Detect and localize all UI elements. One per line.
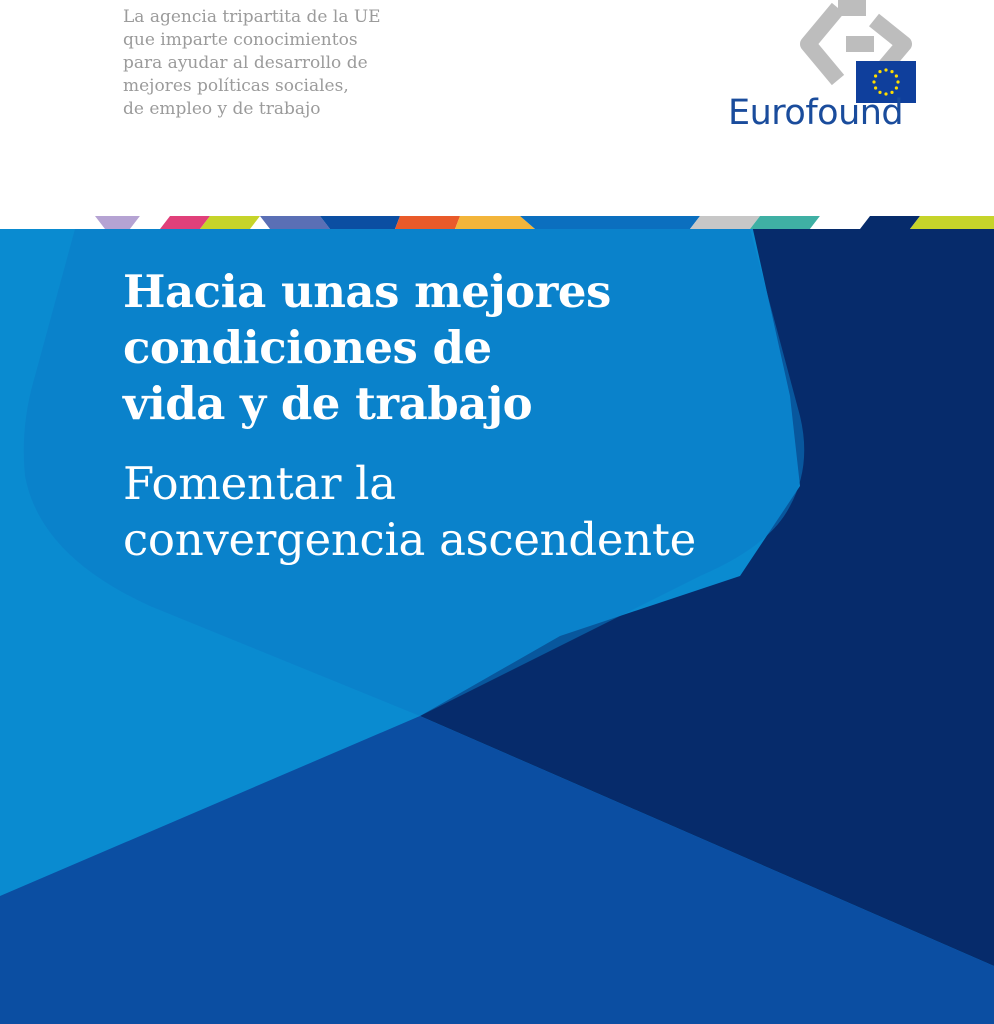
cover-subtitle bbox=[123, 456, 803, 568]
eurofound-logo bbox=[728, 0, 934, 140]
subtitle-line: Fomentar la bbox=[123, 457, 396, 510]
title-line: vida y de trabajo bbox=[123, 377, 533, 430]
eu-star bbox=[890, 70, 893, 73]
eu-star bbox=[874, 86, 877, 89]
tagline-line: mejores políticas sociales, bbox=[123, 76, 349, 96]
agency-tagline bbox=[123, 6, 453, 121]
eu-star bbox=[895, 86, 898, 89]
tagline-line: que imparte conocimientos bbox=[123, 30, 358, 50]
title-line: Hacia unas mejores bbox=[123, 265, 611, 318]
cover-header bbox=[0, 0, 994, 216]
logo-wordmark: Eurofound bbox=[728, 93, 904, 133]
tagline-line: de empleo y de trabajo bbox=[123, 99, 321, 119]
eu-star bbox=[895, 74, 898, 77]
eu-star bbox=[896, 80, 899, 83]
cover-artwork bbox=[0, 216, 994, 1024]
eu-star bbox=[872, 80, 875, 83]
tagline-line: para ayudar al desarrollo de bbox=[123, 53, 368, 73]
color-stripe bbox=[0, 216, 994, 229]
eu-star bbox=[878, 70, 881, 73]
tagline-line: La agencia tripartita de la UE bbox=[123, 7, 381, 27]
subtitle-line: convergencia ascendente bbox=[123, 513, 696, 566]
eu-star bbox=[874, 74, 877, 77]
title-line: condiciones de bbox=[123, 321, 492, 374]
eu-star bbox=[884, 68, 887, 71]
cover-title bbox=[123, 264, 763, 432]
